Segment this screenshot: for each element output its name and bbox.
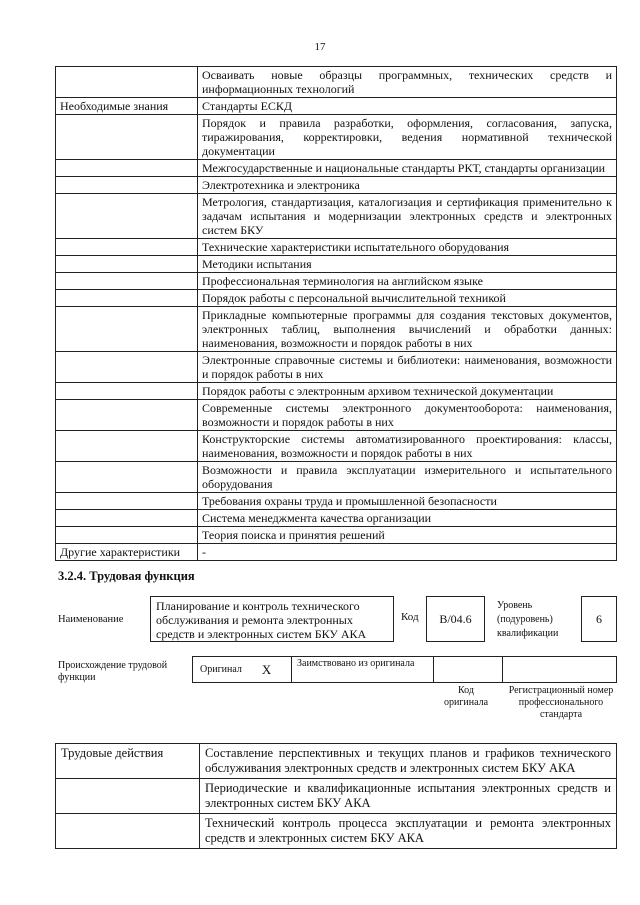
row-label bbox=[56, 115, 198, 160]
row-label bbox=[56, 814, 200, 849]
table-row bbox=[56, 779, 617, 814]
row-label bbox=[56, 239, 198, 256]
name-label: Наименование bbox=[58, 614, 124, 625]
row-text: Прикладные компьютерные программы для создания текстовых документов, электронных таблиц, выполнения вычислений и обработки данных: наименования, возможности и порядок работы в них bbox=[198, 307, 617, 352]
table-row bbox=[56, 67, 617, 98]
row-label: Необходимые знания bbox=[56, 98, 198, 115]
table-row bbox=[56, 814, 617, 849]
row-label bbox=[56, 527, 198, 544]
row-text: Система менеджмента качества организации bbox=[198, 510, 617, 527]
table-row bbox=[56, 307, 617, 352]
table-row bbox=[56, 290, 617, 307]
row-label bbox=[56, 510, 198, 527]
table-row bbox=[56, 493, 617, 510]
original-label: Оригинал bbox=[200, 664, 242, 675]
qualification-level-box: 6 bbox=[581, 596, 617, 642]
table-row bbox=[56, 194, 617, 239]
registration-number-cell bbox=[502, 656, 617, 683]
row-text: Стандарты ЕСКД bbox=[198, 98, 617, 115]
table-row bbox=[56, 744, 617, 779]
row-text: Технические характеристики испытательного оборудования bbox=[198, 239, 617, 256]
table-row bbox=[56, 510, 617, 527]
table-row bbox=[56, 431, 617, 462]
competence-table bbox=[55, 66, 617, 561]
table-row bbox=[56, 352, 617, 383]
row-label bbox=[56, 779, 200, 814]
section-title: 3.2.4. Трудовая функция bbox=[58, 569, 195, 583]
row-text: Методики испытания bbox=[198, 256, 617, 273]
row-label bbox=[56, 67, 198, 98]
table-row bbox=[56, 400, 617, 431]
table-row bbox=[56, 239, 617, 256]
table-row bbox=[56, 115, 617, 160]
row-text: Порядок и правила разработки, оформления, согласования, запуска, тиражирования, корректировки, ведения нормативной технической документации bbox=[198, 115, 617, 160]
row-text: Профессиональная терминология на английском языке bbox=[198, 273, 617, 290]
table-row bbox=[56, 256, 617, 273]
row-text: - bbox=[198, 544, 617, 561]
table-row bbox=[56, 544, 617, 561]
table-row bbox=[56, 160, 617, 177]
row-text: Современные системы электронного документооборота: наименования, возможности и порядок работы в них bbox=[198, 400, 617, 431]
row-label bbox=[56, 160, 198, 177]
row-label bbox=[56, 273, 198, 290]
caption-original-code: Код оригинала bbox=[443, 685, 489, 708]
origin-row bbox=[193, 656, 617, 683]
row-text: Электротехника и электроника bbox=[198, 177, 617, 194]
function-name-box: Планирование и контроль технического обслуживания и ремонта электронных средств и электронных систем БКУ АКА bbox=[150, 596, 394, 642]
table-row bbox=[56, 527, 617, 544]
row-label bbox=[56, 352, 198, 383]
row-text: Электронные справочные системы и библиотеки: наименования, возможности и порядок работы в них bbox=[198, 352, 617, 383]
caption-registration-number: Регистрационный номер профессионального стандарта bbox=[508, 685, 614, 720]
row-label bbox=[56, 383, 198, 400]
row-text: Возможности и правила эксплуатации измерительного и испытательного оборудования bbox=[198, 462, 617, 493]
row-text: Периодические и квалификационные испытания электронных средств и электронных систем БКУ АКА bbox=[200, 779, 617, 814]
row-label bbox=[56, 194, 198, 239]
code-label: Код bbox=[401, 611, 419, 623]
row-label: Трудовые действия bbox=[56, 744, 200, 779]
row-text: Осваивать новые образцы программных, технических средств и информационных технологий bbox=[198, 67, 617, 98]
table-row bbox=[56, 98, 617, 115]
row-text: Метрология, стандартизация, каталогизация и сертификация применительно к задачам испытания и модернизации электронных средств и электронных систем БКУ bbox=[198, 194, 617, 239]
original-cell bbox=[192, 656, 292, 683]
borrowed-cell: Заимствовано из оригинала bbox=[291, 656, 434, 683]
row-text: Порядок работы с электронным архивом технической документации bbox=[198, 383, 617, 400]
row-text: Составление перспективных и текущих планов и графиков технического обслуживания электронных средств и электронных систем БКУ АКА bbox=[200, 744, 617, 779]
row-label bbox=[56, 493, 198, 510]
row-text: Межгосударственные и национальные стандарты РКТ, стандарты организации bbox=[198, 160, 617, 177]
row-label bbox=[56, 400, 198, 431]
table-row bbox=[56, 177, 617, 194]
row-text: Требования охраны труда и промышленной безопасности bbox=[198, 493, 617, 510]
row-text: Технический контроль процесса эксплуатации и ремонта электронных средств и электронных систем БКУ АКА bbox=[200, 814, 617, 849]
row-label bbox=[56, 256, 198, 273]
page-number: 17 bbox=[314, 41, 326, 53]
table-row bbox=[56, 383, 617, 400]
row-text: Теория поиска и принятия решений bbox=[198, 527, 617, 544]
row-label bbox=[56, 431, 198, 462]
table-row bbox=[56, 462, 617, 493]
origin-label: Происхождение трудовой функции bbox=[58, 660, 168, 683]
labor-actions-table bbox=[55, 743, 617, 849]
row-label bbox=[56, 307, 198, 352]
row-text: Конструкторские системы автоматизированного проектирования: классы, наименования, возможности и порядок работы в них bbox=[198, 431, 617, 462]
table-row bbox=[56, 273, 617, 290]
row-text: Порядок работы с персональной вычислительной техникой bbox=[198, 290, 617, 307]
original-code-cell bbox=[433, 656, 503, 683]
function-code-box: B/04.6 bbox=[426, 596, 485, 642]
row-label bbox=[56, 290, 198, 307]
qualification-level-label: Уровень (подуровень) квалификации bbox=[497, 600, 559, 639]
row-label bbox=[56, 462, 198, 493]
row-label bbox=[56, 177, 198, 194]
original-mark: X bbox=[261, 661, 272, 677]
row-label: Другие характеристики bbox=[56, 544, 198, 561]
